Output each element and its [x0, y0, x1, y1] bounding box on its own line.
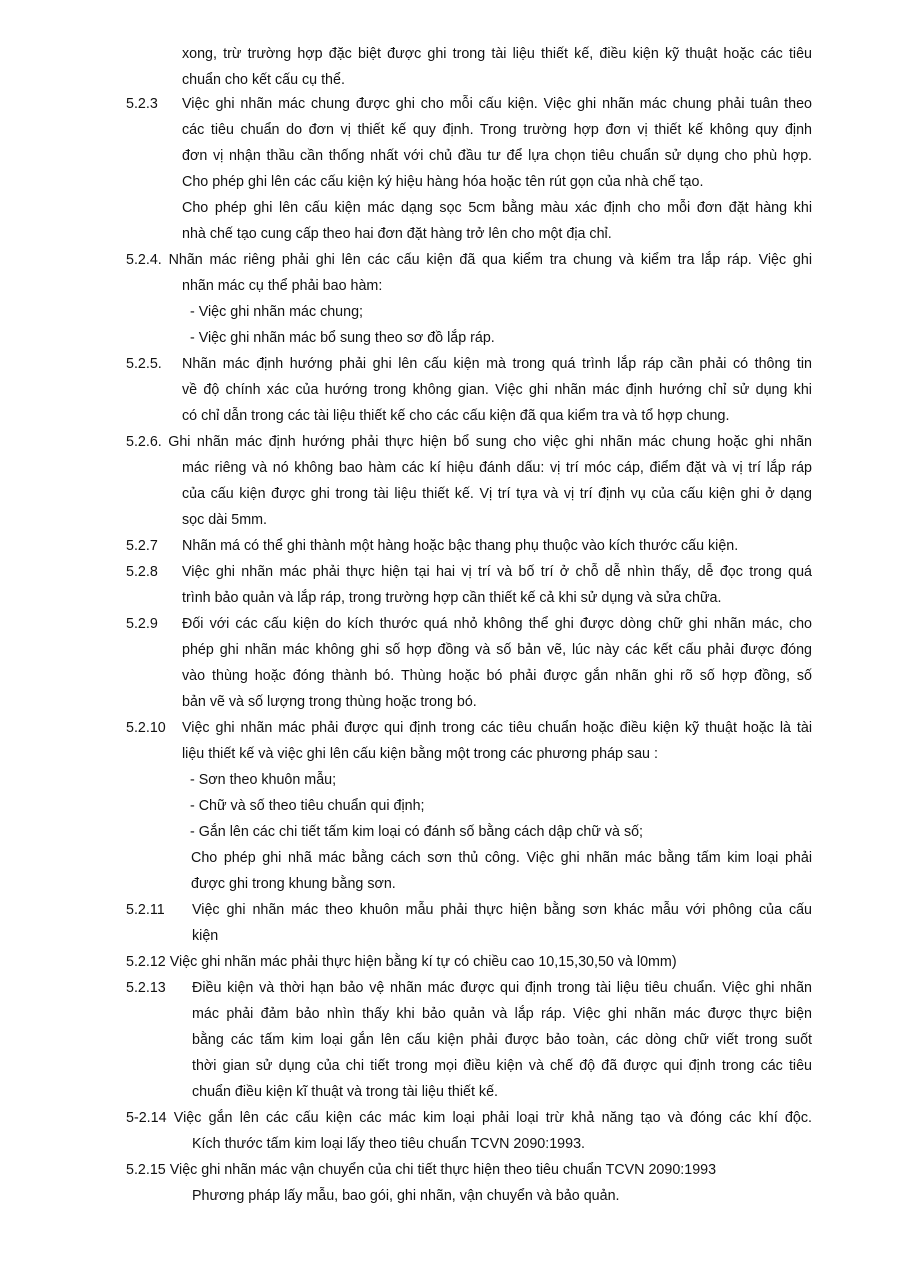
clause-5-2-13 [126, 975, 812, 1105]
text-line: Cho phép ghi lên các cấu kiện ký hiệu hàng hóa hoặc tên rút gọn của nhà chế tạo. [182, 174, 704, 190]
text-line: bản vẽ và số lượng trong thùng hoặc trong bó. [182, 694, 477, 710]
text-line: Việc ghi nhãn mác phải thực hiện tại hai vị trí và bố trí ở chỗ dễ nhìn thấy, dễ đọc trong quá [182, 564, 812, 580]
text-line: mác riêng và nó không bao hàm các kí hiệu đánh dấu: vị trí móc cáp, điểm đặt và vị trí lắp ráp [182, 460, 812, 476]
clause-5-2-6 [126, 429, 812, 533]
text-line: phép ghi nhãn mác không ghi số hợp đồng và số bản vẽ, lúc này các kết cấu phải được đóng [182, 642, 812, 658]
clause-number: 5.2.9 [126, 616, 158, 632]
text-line: vào thùng hoặc đóng thành bó. Thùng hoặc bó phải được gắn nhãn ghi rõ số hợp đồng, số [182, 668, 812, 684]
clause-number: 5.2.5. [126, 356, 162, 372]
text-line: trình bảo quản và lắp ráp, trong trường hợp cần thiết kế cả khi sử dụng và sửa chữa. [182, 590, 722, 606]
clause-5-2-5 [126, 351, 812, 429]
text-line: Điều kiện và thời hạn bảo vệ nhãn mác được qui định trong tài liệu tiêu chuẩn. Việc ghi nhãn [192, 980, 812, 996]
clause-number: 5.2.13 [126, 980, 166, 996]
intro-paragraph [182, 41, 812, 93]
bullet-item: - Việc ghi nhãn mác chung; [190, 304, 363, 320]
clause-number: 5.2.7 [126, 538, 158, 554]
text-line: được ghi trong khung bằng sơn. [191, 876, 396, 892]
clause-5-2-11 [126, 897, 812, 949]
text-line: Đối với các cấu kiện do kích thước quá nhỏ không thể ghi được dòng chữ ghi nhãn mác, cho [182, 616, 812, 632]
text-line: Nhãn mác định hướng phải ghi lên cấu kiện mà trong quá trình lắp ráp cần phải có thông tin [182, 356, 812, 372]
bullet-item: - Chữ và số theo tiêu chuẩn qui định; [190, 798, 425, 814]
text-line: thời gian sử dụng của chi tiết trong mọi điều kiện và chế độ đã được qui định trong các tiêu [192, 1058, 812, 1074]
clause-number: 5.2.11 [126, 902, 165, 918]
bullet-item: - Sơn theo khuôn mẫu; [190, 772, 337, 788]
text-line: kiện [192, 928, 219, 944]
text-line: mác phải đảm bảo nhìn thấy khi bảo quản và lắp ráp. Việc ghi nhãn mác được thực biện [192, 1006, 812, 1022]
clause-first-line: Việc ghi nhãn mác vận chuyển của chi tiết thực hiện theo tiêu chuẩn TCVN 2090:1993 [169, 1162, 717, 1178]
text-line: Việc ghi nhãn mác phải được qui định trong các tiêu chuẩn hoặc điều kiện kỹ thuật hoặc là tài [182, 720, 812, 736]
clause-number: 5.2.15 [126, 1162, 166, 1178]
clause-first-line: Việc ghi nhãn mác phải thực hiện bằng kí tự có chiều cao 10,15,30,50 và l0mm) [169, 954, 677, 970]
text-line: Kích thước tấm kim loại lấy theo tiêu chuẩn TCVN 2090:1993. [192, 1136, 585, 1152]
text-line: Cho phép ghi nhã mác bằng cách sơn thủ công. Việc ghi nhãn mác bằng tấm kim loại phải [191, 850, 812, 866]
text-line: chuẩn cho kết cấu cụ thể. [182, 72, 345, 88]
text-line: đơn vị nhận thầu cần thống nhất với chủ đầu tư để lựa chọn tiêu chuẩn sử dụng cho phù hợp. [182, 148, 812, 164]
clause-number: 5.2.8 [126, 564, 158, 580]
text-line [126, 1157, 812, 1183]
text-line: Việc ghi nhãn mác chung được ghi cho mỗi cấu kiện. Việc ghi nhãn mác chung phải tuân theo [182, 96, 812, 112]
clause-first-line: Ghi nhãn mác định hướng phải thực hiện bổ sung cho việc ghi nhãn mác chung hoặc ghi nhãn [168, 434, 812, 450]
clause-5-2-9 [126, 611, 812, 715]
clause-5-2-12 [126, 949, 812, 975]
clause-first-line: Việc gắn lên các cấu kiện các mác kim loại phải loại trừ khả năng tạo và đóng các khí độc. [173, 1110, 812, 1126]
text-line: Phương pháp lấy mẫu, bao gói, ghi nhãn, vận chuyển và bảo quản. [192, 1188, 620, 1204]
text-line: Nhãn má có thể ghi thành một hàng hoặc bậc thang phụ thuộc vào kích thước cấu kiện. [182, 538, 739, 554]
text-line: có chỉ dẫn trong các tài liệu thiết kế cho các cấu kiện đã qua kiểm tra và tổ hợp chung. [182, 408, 730, 424]
clause-number: 5-2.14 [126, 1110, 167, 1126]
clause-5-2-10 [126, 715, 812, 897]
text-line [126, 247, 812, 273]
text-line: xong, trừ trường hợp đặc biệt được ghi trong tài liệu thiết kế, điều kiện kỹ thuật hoặc các tiêu [182, 46, 812, 62]
text-line: chuẩn điều kiện kĩ thuật và trong tài liệu thiết kế. [192, 1084, 498, 1100]
clause-5-2-15 [126, 1157, 812, 1209]
bullet-item: - Gắn lên các chi tiết tấm kim loại có đánh số bằng cách dập chữ và số; [190, 824, 644, 840]
text-line: nhà chế tạo cung cấp theo hai đơn đặt hàng trở lên cho một địa chỉ. [182, 226, 612, 242]
text-line: về độ chính xác của hướng trong không gian. Việc ghi nhãn mác định hướng chỉ sử dụng khi [182, 382, 812, 398]
clause-number: 5.2.12 [126, 954, 166, 970]
text-line: bằng các tấm kim loại gắn lên cấu kiện phải được bảo toàn, các dòng chữ viết trong suốt [192, 1032, 812, 1048]
text-line: sọc dài 5mm. [182, 512, 268, 528]
text-line: của cấu kiện được ghi trong tài liệu thiết kế. Vị trí tựa và vị trí định vụ của cấu kiện ghi ở dạng [182, 486, 812, 502]
text-line: Cho phép ghi lên cấu kiện mác dạng sọc 5cm bằng màu xác định cho mỗi đơn đặt hàng khi [182, 200, 812, 216]
clause-5-2-7 [126, 533, 812, 559]
clause-number: 5.2.10 [126, 720, 166, 736]
clause-5-2-4 [126, 247, 812, 351]
clause-number: 5.2.3 [126, 96, 158, 112]
clause-5-2-8 [126, 559, 812, 611]
clause-5-2-3 [126, 91, 812, 247]
text-line: Việc ghi nhãn mác theo khuôn mẫu phải thực hiện bằng sơn khác mẫu với phông của cấu [192, 902, 812, 918]
clause-first-line: Nhãn mác riêng phải ghi lên các cấu kiện đã qua kiểm tra chung và kiểm tra lắp ráp. Việc ghi [168, 252, 812, 268]
clause-5-2-14 [126, 1105, 812, 1157]
text-line: nhãn mác cụ thể phải bao hàm: [182, 278, 383, 294]
text-line [126, 429, 812, 455]
text-line: các tiêu chuẩn do đơn vị thiết kế quy định. Trong trường hợp đơn vị thiết kế không quy định [182, 122, 812, 138]
text-line [126, 1105, 812, 1131]
text-line: liệu thiết kế và việc ghi lên cấu kiện bằng một trong các phương pháp sau : [182, 746, 658, 762]
text-line [126, 949, 812, 975]
bullet-item: - Việc ghi nhãn mác bổ sung theo sơ đồ lắp ráp. [190, 330, 495, 346]
clause-number: 5.2.4. [126, 252, 162, 268]
clause-number: 5.2.6. [126, 434, 162, 450]
